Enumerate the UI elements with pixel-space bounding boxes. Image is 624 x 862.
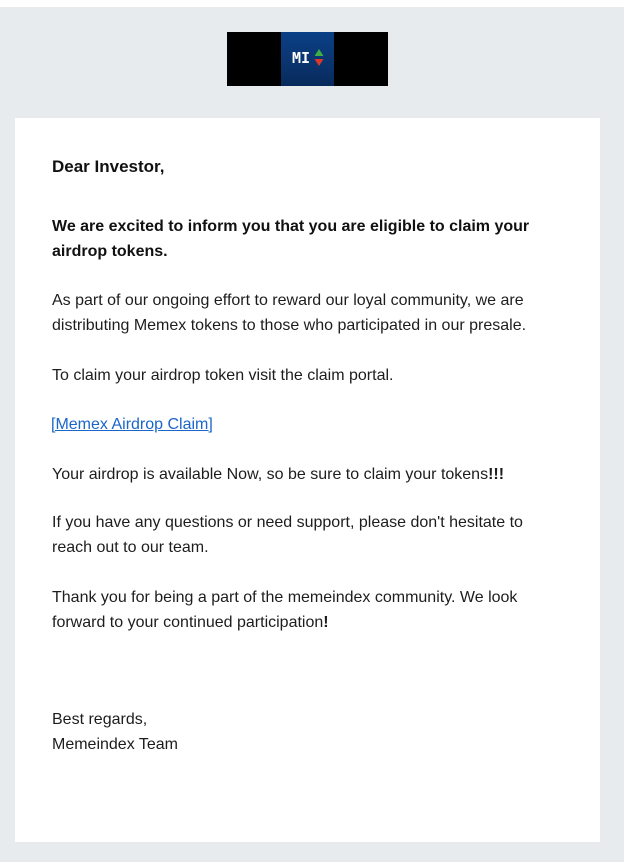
body-paragraph-3-emphasis: !!! [488,466,505,483]
body-paragraph-5-text: Thank you for being a part of the memeindex community. We look forward to your continued participation [52,589,518,631]
brand-logo-banner [227,32,388,86]
body-paragraph-5 [52,585,547,635]
signature: Memeindex Team [52,736,178,753]
greeting: Dear Investor, [52,157,165,176]
closing: Best regards, [52,711,148,728]
up-down-arrows-icon [314,48,324,68]
email-card [15,118,600,842]
lead-paragraph: We are excited to inform you that you are eligible to claim your airdrop tokens. [52,218,530,260]
brand-logo [281,32,334,86]
body-paragraph-1: As part of our ongoing effort to reward our loyal community, we are distributing Memex tokens to those who participated in our presale. [52,292,527,334]
body-paragraph-4: If you have any questions or need support, please don't hesitate to reach out to our team. [52,514,523,556]
body-paragraph-2: To claim your airdrop token visit the claim portal. [52,367,394,384]
logo-text: MI [292,49,311,67]
claim-link[interactable]: [Memex Airdrop Claim] [51,416,213,433]
body-paragraph-3-text: Your airdrop is available Now, so be sure to claim your tokens [52,466,489,483]
top-strip [0,0,624,7]
body-paragraph-3 [52,462,562,487]
body-paragraph-5-emphasis: ! [323,614,329,631]
